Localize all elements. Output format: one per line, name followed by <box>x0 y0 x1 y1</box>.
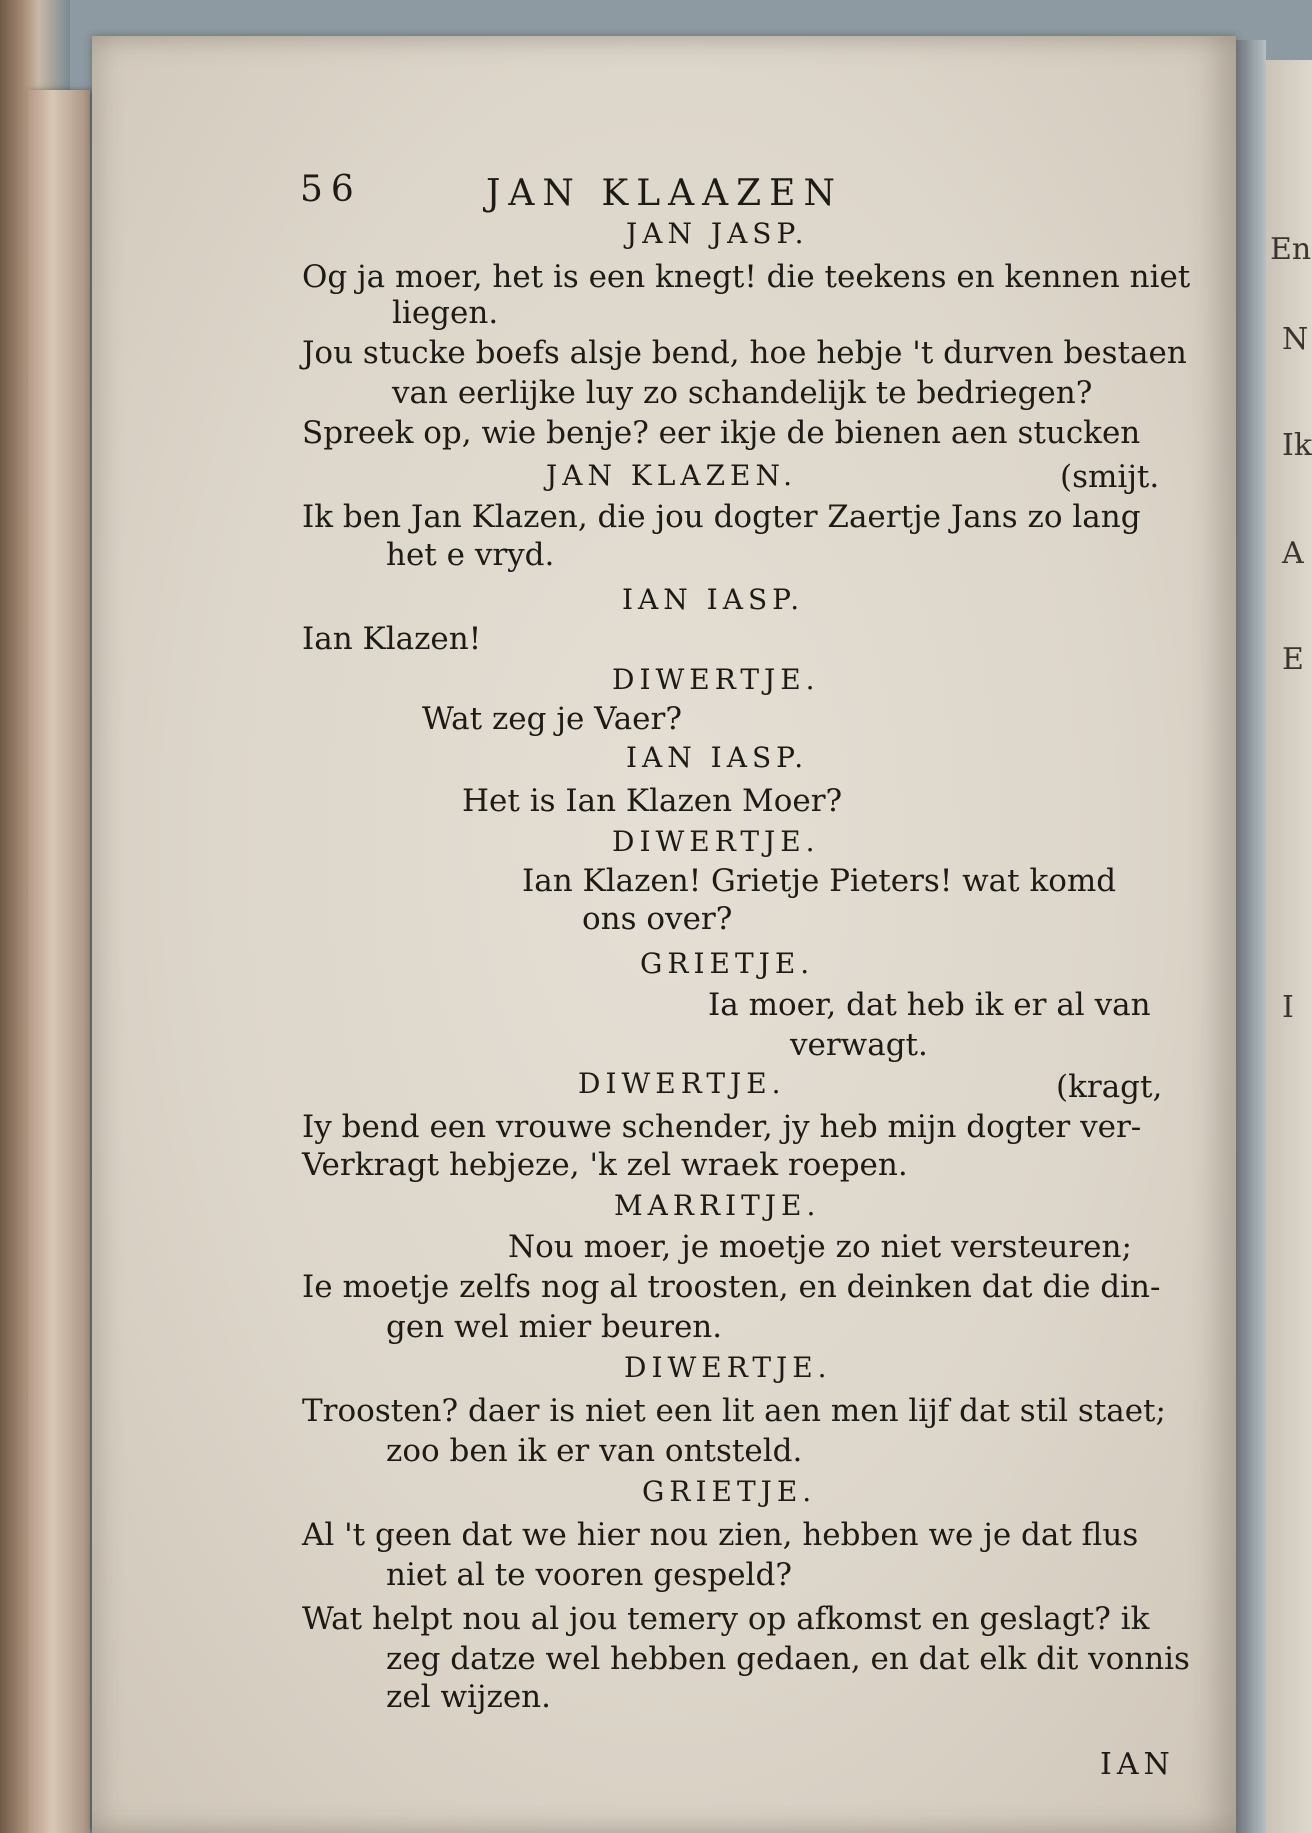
verse-line: Troosten? daer is niet een lit aen men lijf dat stil staet; <box>302 1393 1166 1429</box>
running-head: JAN KLAAZEN <box>486 173 843 214</box>
next-page-fragment: E <box>1282 642 1304 677</box>
book-gutter <box>1236 40 1266 1833</box>
verse-line: liegen. <box>392 295 499 331</box>
next-page-edge <box>1266 60 1312 1833</box>
verse-line: zeg datze wel hebben gedaen, en dat elk dit vonnis <box>386 1641 1190 1677</box>
verse-line: zoo ben ik er van ontsteld. <box>386 1433 803 1469</box>
verse-line: Ik ben Jan Klazen, die jou dogter Zaertje Jans zo lang <box>302 499 1141 535</box>
speaker-name: JAN JASP. <box>626 217 809 250</box>
speaker-name: GRIETJE. <box>642 1475 817 1508</box>
verse-line: Jou stucke boefs alsje bend, hoe hebje 't durven bestaen <box>302 335 1187 371</box>
verse-line: Ian Klazen! <box>302 621 482 657</box>
next-page-fragment: En <box>1270 232 1312 267</box>
verse-line: Ie moetje zelfs nog al troosten, en deinken dat die din- <box>302 1269 1161 1305</box>
speaker-name: MARRITJE. <box>614 1189 821 1222</box>
verse-line: verwagt. <box>790 1027 928 1063</box>
verse-line: Wat helpt nou al jou temery op afkomst en geslagt? ik <box>302 1601 1150 1637</box>
verse-line: van eerlijke luy zo schandelijk te bedriegen? <box>392 375 1093 411</box>
speaker-name: DIWERTJE. <box>612 663 820 696</box>
next-page-fragment: N <box>1282 322 1309 357</box>
verse-line: ons over? <box>582 901 733 937</box>
speaker-name: IAN IASP. <box>626 741 809 774</box>
verse-line: Spreek op, wie benje? eer ikje de bienen aen stucken <box>302 415 1141 451</box>
speaker-name: DIWERTJE. <box>624 1351 832 1384</box>
verse-line: niet al te vooren gespeld? <box>386 1557 792 1593</box>
speaker-name: JAN KLAZEN. <box>546 459 798 492</box>
verse-line: het e vryd. <box>386 537 555 573</box>
next-page-fragment: A <box>1282 536 1304 571</box>
verse-line: Ia moer, dat heb ik er al van <box>708 987 1151 1023</box>
verse-line: Ian Klazen! Grietje Pieters! wat komd <box>522 863 1117 899</box>
stage-direction: (smijt. <box>1060 459 1160 495</box>
verse-line: Al 't geen dat we hier nou zien, hebben we je dat flus <box>302 1517 1139 1553</box>
speaker-name: GRIETJE. <box>640 947 815 980</box>
page-number: 56 <box>300 169 362 210</box>
next-page-fragment: I <box>1282 990 1294 1025</box>
stage-direction: (kragt, <box>1056 1069 1163 1105</box>
catchword: IAN <box>1100 1747 1175 1782</box>
verse-line: Og ja moer, het is een knegt! die teekens en kennen niet <box>302 259 1191 295</box>
verse-line: Wat zeg je Vaer? <box>422 701 682 737</box>
speaker-name: DIWERTJE. <box>612 825 820 858</box>
verse-line: Nou moer, je moetje zo niet versteuren; <box>508 1229 1132 1265</box>
speaker-name: DIWERTJE. <box>578 1067 786 1100</box>
verse-line: Het is Ian Klazen Moer? <box>462 783 843 819</box>
verse-line: Iy bend een vrouwe schender, jy heb mijn dogter ver- <box>302 1109 1142 1145</box>
verse-line: zel wijzen. <box>386 1679 552 1715</box>
verse-line: Verkragt hebjeze, 'k zel wraek roepen. <box>302 1147 908 1183</box>
verse-line: gen wel mier beuren. <box>386 1309 723 1345</box>
book-board <box>28 90 90 1833</box>
next-page-fragment: Ik <box>1282 428 1312 463</box>
speaker-name: IAN IASP. <box>622 583 805 616</box>
